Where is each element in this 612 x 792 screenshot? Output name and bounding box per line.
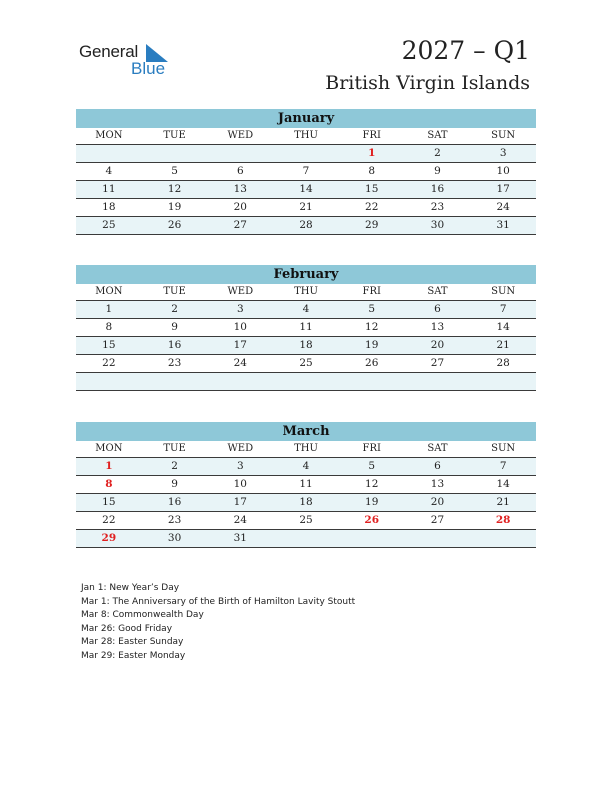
- day-cell: 1: [105, 303, 113, 315]
- weekday-label: TUE: [163, 443, 186, 454]
- day-cell: [405, 373, 471, 390]
- day-cell: 31: [233, 532, 247, 544]
- month-calendar-february: [76, 265, 536, 391]
- day-cell: 4: [302, 303, 310, 315]
- day-cell: 20: [233, 201, 247, 213]
- day-cell: 6: [236, 165, 244, 177]
- day-cell: 19: [365, 496, 379, 508]
- day-cell: 22: [102, 514, 116, 526]
- page-title: 2027 – Q1: [401, 36, 530, 65]
- day-cell: 17: [496, 183, 510, 195]
- day-cell: 25: [299, 357, 313, 369]
- month-calendar-january: [76, 109, 536, 235]
- weekday-label: MON: [95, 130, 123, 141]
- day-cell: [273, 373, 339, 390]
- week-row: [76, 301, 536, 319]
- week-row: [76, 163, 536, 181]
- day-cell: 26: [167, 219, 182, 231]
- month-name: March: [76, 422, 536, 441]
- day-cell: 21: [496, 496, 510, 508]
- week-row: [76, 355, 536, 373]
- weekday-label: THU: [294, 286, 318, 297]
- day-cell: 13: [430, 478, 445, 490]
- day-cell: 23: [167, 357, 182, 369]
- week-row: [76, 530, 536, 548]
- day-cell: [470, 373, 536, 390]
- day-cell: 27: [233, 219, 247, 231]
- day-cell: 10: [233, 321, 247, 333]
- weekday-header-row: [76, 284, 536, 301]
- day-cell: 28: [299, 219, 313, 231]
- day-cell: 25: [299, 514, 313, 526]
- week-row: [76, 319, 536, 337]
- day-cell: 13: [233, 183, 247, 195]
- day-cell: 9: [171, 478, 178, 490]
- weekday-label: SUN: [491, 286, 516, 297]
- weekday-label: SUN: [491, 130, 516, 141]
- weekday-header-row: [76, 128, 536, 145]
- weekday-label: SAT: [427, 443, 448, 454]
- day-cell: 30: [167, 532, 182, 544]
- month-name: January: [76, 109, 536, 128]
- weekday-label: SAT: [427, 130, 448, 141]
- day-cell: 3: [499, 147, 507, 159]
- week-row: [76, 512, 536, 530]
- day-cell: 18: [299, 339, 313, 351]
- day-cell: 17: [233, 496, 247, 508]
- day-cell: 27: [430, 514, 445, 526]
- day-cell: 12: [365, 321, 379, 333]
- day-cell: 15: [102, 339, 116, 351]
- weekday-label: TUE: [163, 130, 186, 141]
- page-subtitle: British Virgin Islands: [325, 72, 530, 94]
- day-cell: 3: [236, 303, 244, 315]
- day-cell: 16: [167, 496, 182, 508]
- week-row: [76, 494, 536, 512]
- holiday-note: Mar 1: The Anniversary of the Birth of Hamilton Lavity Stoutt: [81, 596, 356, 607]
- day-cell: 23: [430, 201, 445, 213]
- day-cell: 7: [499, 303, 507, 315]
- day-cell: [273, 145, 339, 162]
- day-cell: 2: [171, 460, 178, 472]
- weekday-label: WED: [227, 286, 254, 297]
- day-cell: [339, 373, 405, 390]
- day-cell: 19: [365, 339, 379, 351]
- day-cell: [470, 530, 536, 547]
- week-row: [76, 181, 536, 199]
- holiday-day-cell: 28: [495, 514, 511, 526]
- day-cell: 4: [302, 460, 310, 472]
- day-cell: 21: [496, 339, 510, 351]
- week-row: [76, 458, 536, 476]
- weekday-label: FRI: [362, 130, 381, 141]
- day-cell: 3: [236, 460, 244, 472]
- day-cell: 31: [496, 219, 510, 231]
- day-cell: 14: [496, 478, 510, 490]
- day-cell: 17: [233, 339, 247, 351]
- holiday-notes: [81, 582, 355, 664]
- day-cell: [207, 145, 273, 162]
- month-name: February: [76, 265, 536, 284]
- day-cell: 24: [233, 514, 247, 526]
- logo-text-general: General: [79, 42, 139, 61]
- day-cell: 15: [365, 183, 379, 195]
- day-cell: 10: [496, 165, 510, 177]
- day-cell: 30: [430, 219, 445, 231]
- month-calendar-march: [76, 422, 536, 548]
- week-row: [76, 145, 536, 163]
- day-cell: 12: [167, 183, 182, 195]
- day-cell: 8: [105, 321, 113, 333]
- day-cell: 4: [105, 165, 113, 177]
- weekday-label: TUE: [163, 286, 186, 297]
- holiday-day-cell: 1: [105, 460, 113, 472]
- day-cell: 11: [299, 478, 313, 490]
- day-cell: 16: [430, 183, 445, 195]
- day-cell: 6: [434, 460, 441, 472]
- day-cell: 14: [496, 321, 510, 333]
- day-cell: 9: [434, 165, 441, 177]
- day-cell: [76, 145, 142, 162]
- day-cell: 14: [299, 183, 313, 195]
- day-cell: 24: [233, 357, 247, 369]
- day-cell: 13: [430, 321, 445, 333]
- holiday-day-cell: 1: [368, 147, 376, 159]
- day-cell: 6: [434, 303, 441, 315]
- holiday-note: Jan 1: New Year’s Day: [81, 583, 180, 593]
- day-cell: [273, 530, 339, 547]
- week-row: [76, 217, 536, 235]
- weekday-label: THU: [294, 443, 318, 454]
- day-cell: 11: [102, 183, 116, 195]
- day-cell: 8: [368, 165, 376, 177]
- day-cell: 21: [299, 201, 313, 213]
- week-row: [76, 476, 536, 494]
- day-cell: 18: [299, 496, 313, 508]
- day-cell: 15: [102, 496, 116, 508]
- holiday-note: Mar 29: Easter Monday: [81, 650, 186, 661]
- logo-text-blue: Blue: [131, 59, 166, 78]
- logo: [79, 42, 179, 82]
- week-row: [76, 337, 536, 355]
- weekday-label: MON: [95, 286, 123, 297]
- day-cell: 2: [434, 147, 441, 159]
- day-cell: 22: [102, 357, 116, 369]
- holiday-day-cell: 26: [364, 514, 380, 526]
- day-cell: [142, 373, 208, 390]
- day-cell: 16: [167, 339, 182, 351]
- weekday-label: FRI: [362, 443, 381, 454]
- day-cell: 10: [233, 478, 247, 490]
- day-cell: 5: [368, 460, 376, 472]
- day-cell: 25: [102, 219, 116, 231]
- week-row: [76, 199, 536, 217]
- day-cell: 23: [167, 514, 182, 526]
- weekday-label: SUN: [491, 443, 516, 454]
- day-cell: [207, 373, 273, 390]
- day-cell: 7: [302, 165, 310, 177]
- weekday-header-row: [76, 441, 536, 458]
- day-cell: [142, 145, 208, 162]
- weekday-label: THU: [294, 130, 318, 141]
- holiday-note: Mar 8: Commonwealth Day: [81, 610, 204, 621]
- day-cell: [339, 530, 405, 547]
- day-cell: 7: [499, 460, 507, 472]
- day-cell: 18: [102, 201, 116, 213]
- day-cell: 26: [365, 357, 379, 369]
- weekday-label: WED: [227, 130, 254, 141]
- day-cell: 20: [430, 496, 445, 508]
- day-cell: 20: [430, 339, 445, 351]
- day-cell: 5: [171, 165, 178, 177]
- weekday-label: SAT: [427, 286, 448, 297]
- weekday-label: WED: [227, 443, 254, 454]
- day-cell: [76, 373, 142, 390]
- weekday-label: FRI: [362, 286, 381, 297]
- day-cell: 28: [496, 357, 510, 369]
- day-cell: 11: [299, 321, 313, 333]
- day-cell: 19: [167, 201, 182, 213]
- holiday-day-cell: 29: [101, 532, 117, 544]
- holiday-day-cell: 8: [105, 478, 113, 490]
- day-cell: 9: [171, 321, 178, 333]
- day-cell: 29: [365, 219, 379, 231]
- day-cell: 12: [365, 478, 379, 490]
- day-cell: 2: [171, 303, 178, 315]
- day-cell: 24: [496, 201, 510, 213]
- day-cell: [405, 530, 471, 547]
- weekday-label: MON: [95, 443, 123, 454]
- week-row: [76, 373, 536, 391]
- day-cell: 27: [430, 357, 445, 369]
- day-cell: 5: [368, 303, 376, 315]
- holiday-note: Mar 28: Easter Sunday: [81, 637, 184, 648]
- day-cell: 22: [365, 201, 379, 213]
- holiday-note: Mar 26: Good Friday: [81, 623, 173, 634]
